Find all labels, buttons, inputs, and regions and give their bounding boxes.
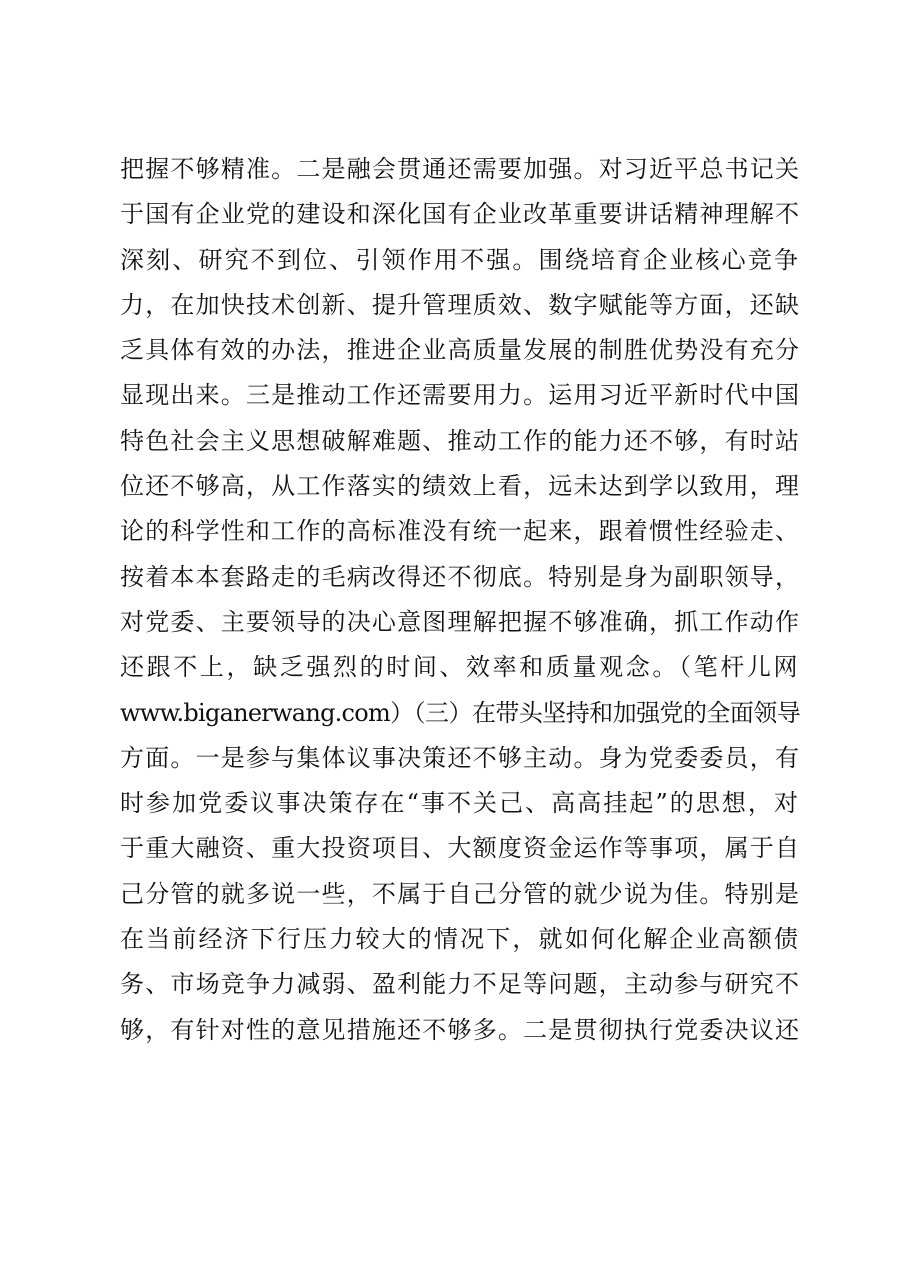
text-line: www.biganerwang.com）（三）在带头坚持和加强党的全面领导	[120, 698, 800, 727]
text-line: 特色社会主义思想破解难题、推动工作的能力还不够，有时站	[120, 426, 800, 455]
text-line: 务、市场竞争力减弱、盈利能力不足等问题，主动参与研究不	[120, 970, 800, 999]
text-line: 按着本本套路走的毛病改得还不彻底。特别是身为副职领导，	[120, 562, 800, 591]
text-line: 显现出来。三是推动工作还需要用力。运用习近平新时代中国	[120, 381, 800, 410]
text-line: 论的科学性和工作的高标准没有统一起来，跟着惯性经验走、	[120, 517, 800, 546]
text-line: 力，在加快技术创新、提升管理质效、数字赋能等方面，还缺	[120, 290, 800, 319]
text-line: 于重大融资、重大投资项目、大额度资金运作等事项，属于自	[120, 834, 800, 863]
text-line: 把握不够精准。二是融会贯通还需要加强。对习近平总书记关	[120, 155, 800, 183]
text-line: 时参加党委议事决策存在“事不关己、高高挂起”的思想，对	[120, 789, 800, 818]
text-line: 够，有针对性的意见措施还不够多。二是贯彻执行党委决议还	[120, 1015, 800, 1044]
text-line: 对党委、主要领导的决心意图理解把握不够准确，抓工作动作	[120, 607, 800, 636]
text-line: 于国有企业党的建设和深化国有企业改革重要讲话精神理解不	[120, 200, 800, 229]
text-line: 位还不够高，从工作落实的绩效上看，远未达到学以致用，理	[120, 472, 800, 501]
text-line: 深刻、研究不到位、引领作用不强。围绕培育企业核心竞争	[120, 245, 800, 274]
text-line: 己分管的就多说一些，不属于自己分管的就少说为佳。特别是	[120, 879, 800, 908]
text-line: 方面。一是参与集体议事决策还不够主动。身为党委委员，有	[120, 743, 800, 772]
body-text	[120, 147, 800, 1053]
text-line: 乏具体有效的办法，推进企业高质量发展的制胜优势没有充分	[120, 336, 800, 365]
text-line: 还跟不上，缺乏强烈的时间、效率和质量观念。（笔杆儿网	[120, 653, 800, 682]
text-line: 在当前经济下行压力较大的情况下，就如何化解企业高额债	[120, 925, 800, 954]
